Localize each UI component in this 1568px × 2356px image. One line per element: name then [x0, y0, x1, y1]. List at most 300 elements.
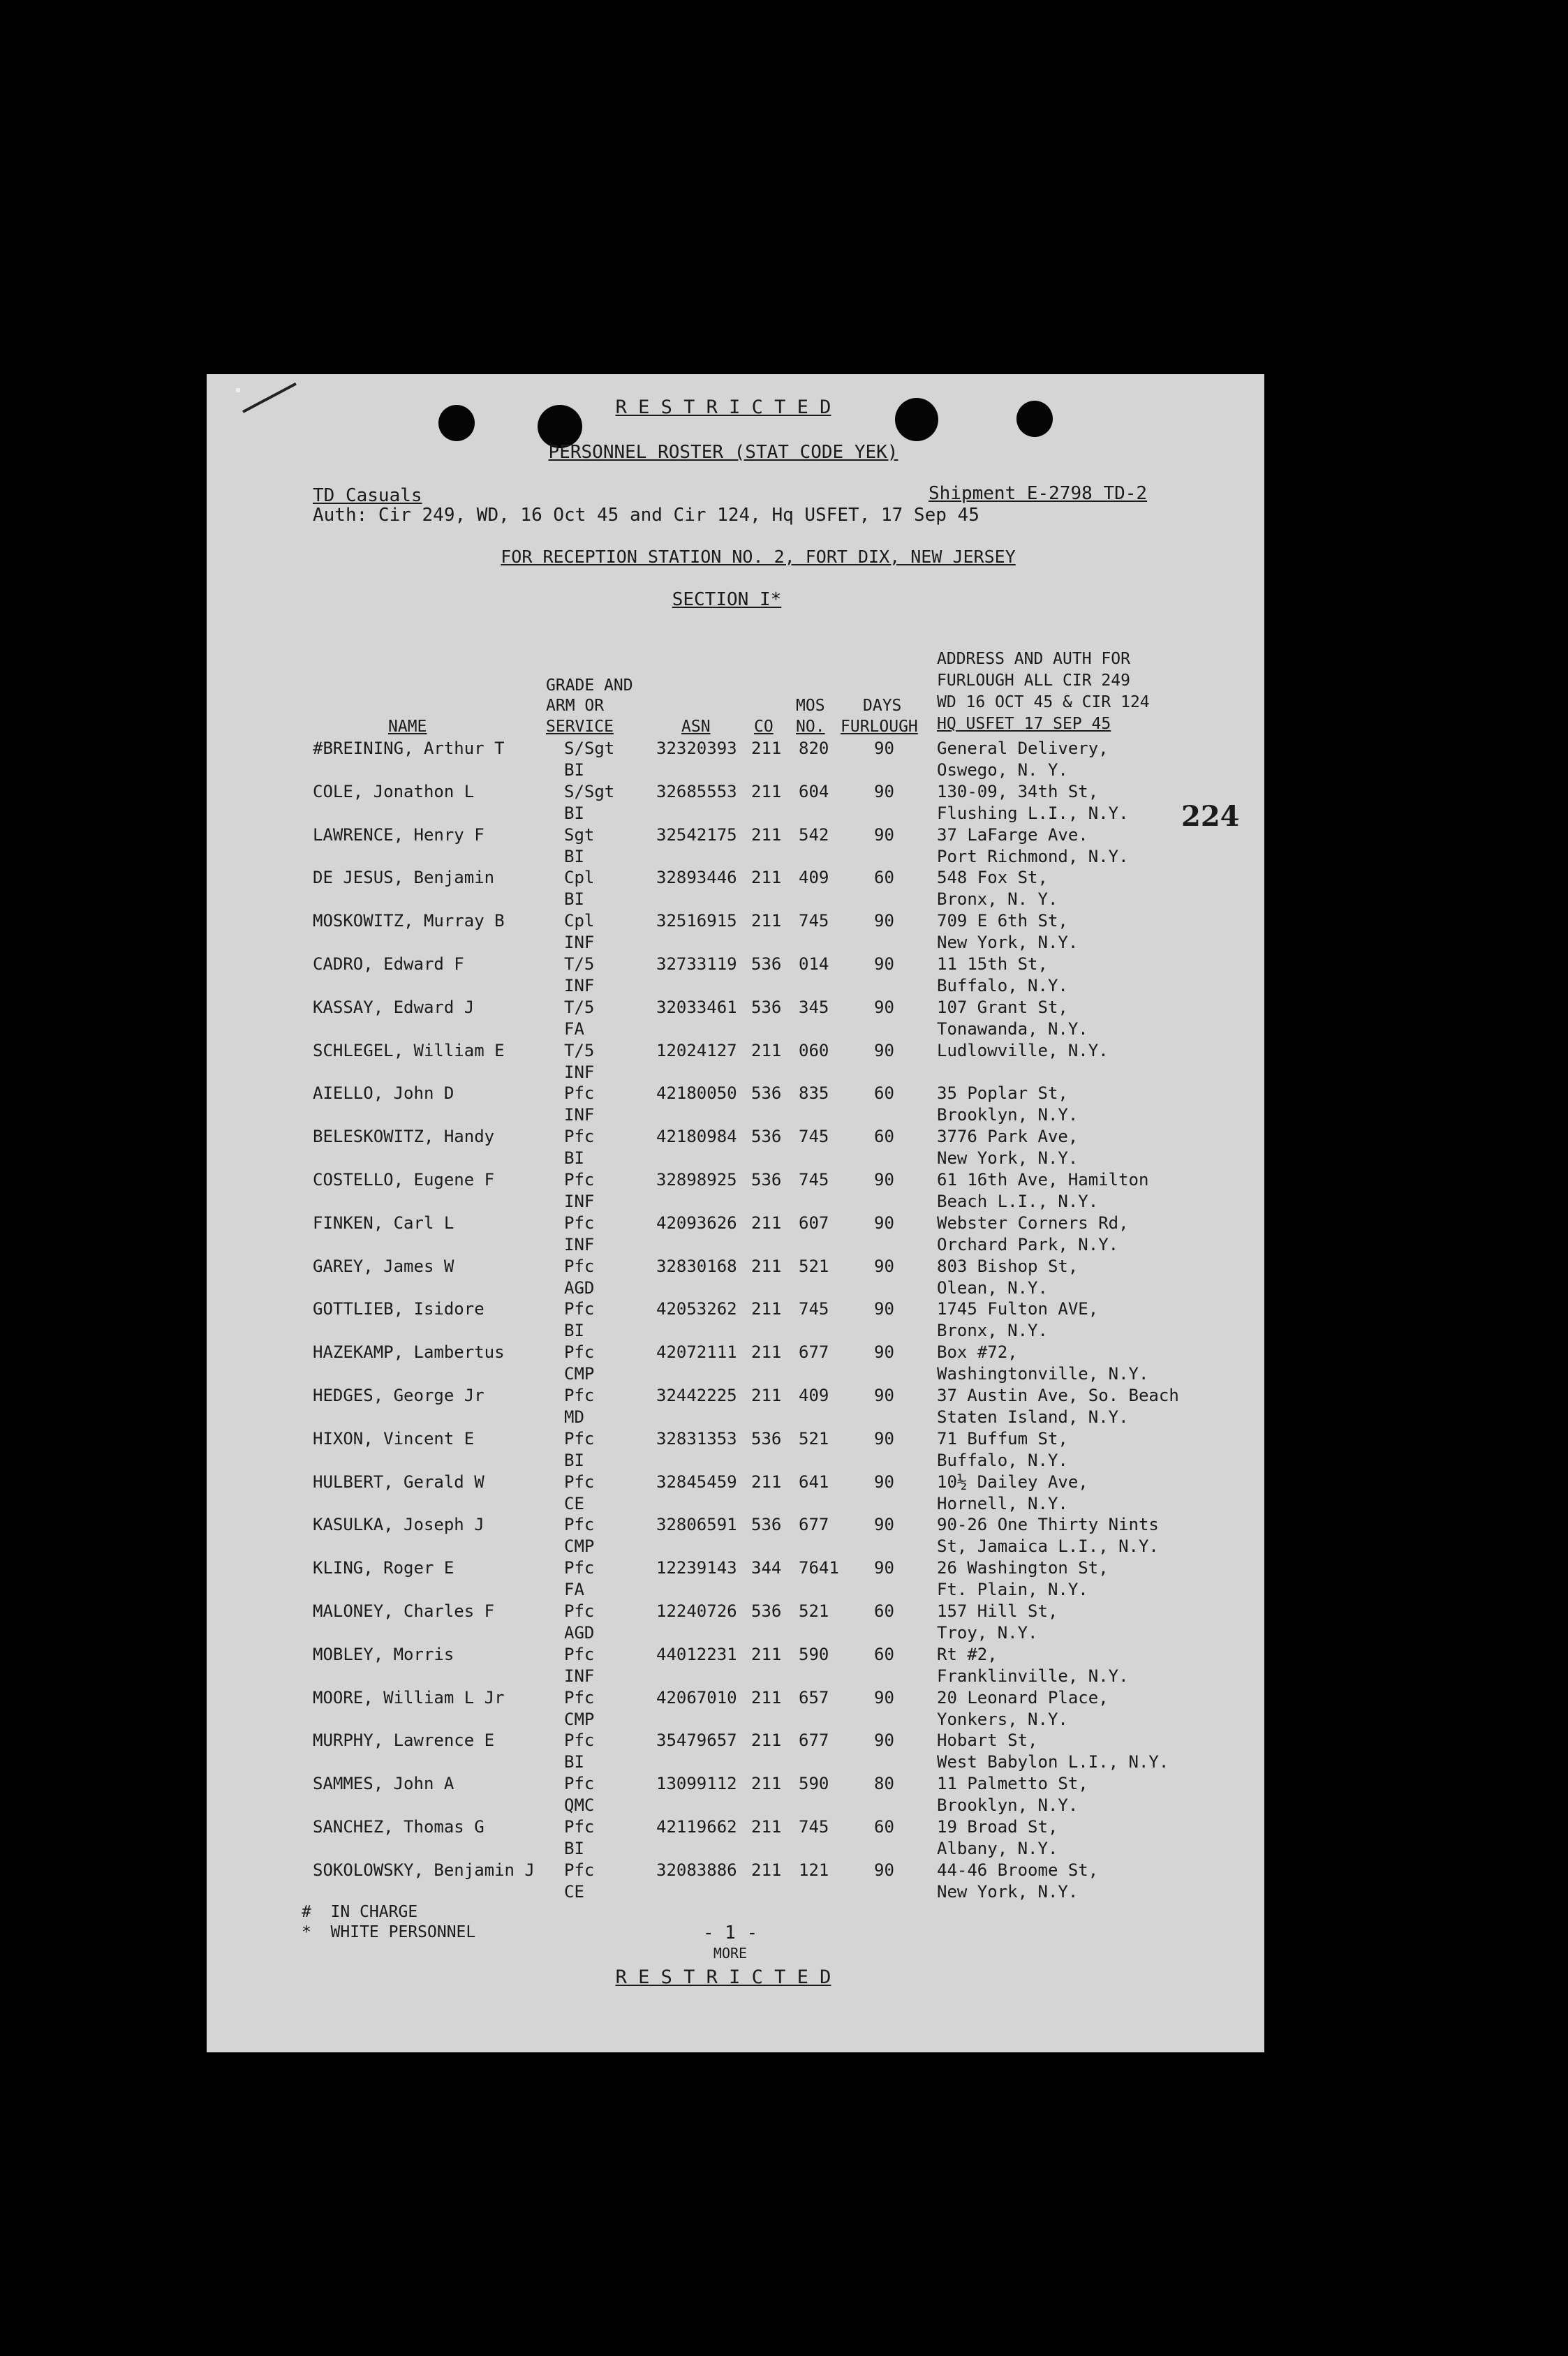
row-address-line2: Tonawanda, N.Y.	[937, 1018, 1088, 1039]
row-asn: 32845459	[656, 1472, 737, 1492]
row-asn: 13099112	[656, 1774, 737, 1794]
row-address-line2: Brooklyn, N.Y.	[937, 1795, 1079, 1816]
row-co: 211	[751, 1817, 782, 1837]
row-days: 90	[874, 954, 894, 974]
days-header-1: DAYS	[863, 697, 902, 715]
addr-header-2: FURLOUGH ALL CIR 249	[937, 672, 1130, 690]
table-row	[207, 1429, 1264, 1472]
row-days: 60	[874, 1644, 894, 1664]
row-name: LAWRENCE, Henry F	[313, 824, 485, 845]
row-address-line2: Olean, N.Y.	[937, 1277, 1048, 1298]
row-address-line2: West Babylon L.I., N.Y.	[937, 1752, 1169, 1772]
row-name: MALONEY, Charles F	[313, 1601, 495, 1621]
row-asn: 32685553	[656, 781, 737, 801]
row-days: 90	[874, 1386, 894, 1405]
row-address-line2: Brooklyn, N.Y.	[937, 1105, 1079, 1125]
row-co: 211	[751, 1040, 782, 1060]
row-asn: 32442225	[656, 1386, 737, 1405]
row-grade: Pfc	[564, 1817, 595, 1837]
table-row	[207, 1041, 1264, 1084]
row-address-line1: 548 Fox St,	[937, 868, 1048, 888]
row-address-line1: 26 Washington St,	[937, 1558, 1109, 1578]
row-name: DE JESUS, Benjamin	[313, 868, 495, 888]
row-arm: QMC	[564, 1795, 595, 1816]
row-address-line1: Box #72,	[937, 1342, 1018, 1363]
row-mos: 542	[799, 824, 829, 845]
row-mos: 677	[799, 1342, 829, 1363]
row-grade: Cpl	[564, 911, 595, 931]
row-co: 211	[751, 1687, 782, 1707]
row-grade: Pfc	[564, 1774, 595, 1794]
row-grade: Pfc	[564, 1644, 595, 1664]
row-grade: Pfc	[564, 1127, 595, 1147]
row-co: 536	[751, 1601, 782, 1621]
mos-header-1: MOS	[796, 697, 825, 715]
row-asn: 42119662	[656, 1817, 737, 1837]
row-arm: BI	[564, 846, 584, 866]
row-arm: CE	[564, 1881, 584, 1902]
row-asn: 42180984	[656, 1127, 737, 1147]
row-name: CADRO, Edward F	[313, 954, 464, 974]
row-days: 80	[874, 1774, 894, 1794]
row-grade: T/5	[564, 1040, 595, 1060]
table-row	[207, 1257, 1264, 1300]
row-name: HIXON, Vincent E	[313, 1428, 475, 1449]
row-address-line2: New York, N.Y.	[937, 1148, 1079, 1169]
row-address-line1: Ludlowville, N.Y.	[937, 1040, 1109, 1060]
row-name: SANCHEZ, Thomas G	[313, 1817, 485, 1837]
row-arm: BI	[564, 1148, 584, 1169]
row-co: 211	[751, 1644, 782, 1664]
row-name: MOSKOWITZ, Murray B	[313, 911, 505, 931]
row-name: FINKEN, Carl L	[313, 1213, 454, 1233]
row-address-line2: Troy, N.Y.	[937, 1623, 1038, 1643]
row-address-line1: 20 Leonard Place,	[937, 1687, 1109, 1707]
row-asn: 32893446	[656, 868, 737, 888]
row-address-line1: Hobart St,	[937, 1731, 1038, 1751]
row-grade: T/5	[564, 997, 595, 1017]
row-address-line2: Washingtonville, N.Y.	[937, 1364, 1149, 1384]
row-grade: Pfc	[564, 1731, 595, 1751]
table-row	[207, 1860, 1264, 1904]
row-name: KASULKA, Joseph J	[313, 1515, 485, 1535]
row-mos: 745	[799, 1170, 829, 1190]
row-address-line1: 37 Austin Ave, So. Beach	[937, 1386, 1179, 1405]
section-label: SECTION I*	[672, 589, 782, 610]
grade-header-1: GRADE AND	[546, 676, 633, 695]
row-mos: 677	[799, 1731, 829, 1751]
row-arm: INF	[564, 1192, 595, 1211]
row-name: GAREY, James W	[313, 1256, 454, 1276]
row-arm: BI	[564, 1839, 584, 1858]
row-mos: 7641	[799, 1558, 839, 1578]
co-header: CO	[754, 718, 774, 736]
table-row	[207, 1774, 1264, 1817]
authority-line: Auth: Cir 249, WD, 16 Oct 45 and Cir 124, Hq USFET, 17 Sep 45	[313, 505, 979, 526]
row-address-line2: Ft. Plain, N.Y.	[937, 1580, 1088, 1600]
table-row	[207, 1731, 1264, 1774]
row-arm: BI	[564, 889, 584, 910]
row-address-line2: Oswego, N. Y.	[937, 760, 1068, 780]
row-grade: S/Sgt	[564, 781, 615, 801]
row-days: 90	[874, 1428, 894, 1449]
more-label: MORE	[713, 1945, 748, 1962]
row-grade: Pfc	[564, 1428, 595, 1449]
row-mos: 745	[799, 1127, 829, 1147]
row-days: 60	[874, 1601, 894, 1621]
row-address-line2: Orchard Park, N.Y.	[937, 1234, 1119, 1254]
row-address-line1: 71 Buffum St,	[937, 1428, 1068, 1449]
row-arm: AGD	[564, 1277, 595, 1298]
table-row	[207, 1170, 1264, 1213]
row-address-line2: Port Richmond, N.Y.	[937, 846, 1129, 866]
row-grade: Pfc	[564, 1860, 595, 1880]
row-mos: 521	[799, 1601, 829, 1621]
row-arm: INF	[564, 1105, 595, 1125]
row-address-line1: 90-26 One Thirty Nints	[937, 1515, 1159, 1535]
row-arm: BI	[564, 760, 584, 780]
row-address-line1: 107 Grant St,	[937, 997, 1068, 1017]
row-co: 211	[751, 1774, 782, 1794]
row-days: 90	[874, 1558, 894, 1578]
row-days: 90	[874, 1040, 894, 1060]
row-co: 536	[751, 1083, 782, 1104]
row-asn: 12239143	[656, 1558, 737, 1578]
row-address-line2: Bronx, N. Y.	[937, 889, 1058, 910]
row-mos: 590	[799, 1774, 829, 1794]
row-arm: INF	[564, 1234, 595, 1254]
row-mos: 060	[799, 1040, 829, 1060]
row-arm: CE	[564, 1493, 584, 1513]
table-row	[207, 739, 1264, 782]
row-address-line1: 1745 Fulton AVE,	[937, 1299, 1099, 1319]
stamped-page-number: 224	[1181, 800, 1240, 833]
row-mos: 641	[799, 1472, 829, 1492]
row-co: 211	[751, 1342, 782, 1363]
row-grade: Sgt	[564, 824, 595, 845]
row-days: 90	[874, 1342, 894, 1363]
destination-line: FOR RECEPTION STATION NO. 2, FORT DIX, NEW JERSEY	[501, 547, 1016, 567]
table-row	[207, 1386, 1264, 1429]
page-number: - 1 -	[702, 1922, 758, 1943]
row-address-line2: Buffalo, N.Y.	[937, 976, 1068, 995]
row-arm: BI	[564, 803, 584, 823]
row-name: HAZEKAMP, Lambertus	[313, 1342, 505, 1363]
punch-hole	[1016, 401, 1053, 437]
row-mos: 604	[799, 781, 829, 801]
row-asn: 32516915	[656, 911, 737, 931]
punch-hole	[895, 398, 938, 441]
row-address-line1: 19 Broad St,	[937, 1817, 1058, 1837]
row-address-line2: Albany, N.Y.	[937, 1839, 1058, 1858]
row-asn: 42180050	[656, 1083, 737, 1104]
footnote-in-charge: # IN CHARGE	[302, 1903, 418, 1921]
row-co: 211	[751, 1386, 782, 1405]
row-co: 211	[751, 1472, 782, 1492]
table-row	[207, 1515, 1264, 1558]
row-arm: BI	[564, 1321, 584, 1341]
row-grade: Pfc	[564, 1083, 595, 1104]
row-days: 90	[874, 824, 894, 845]
row-name: AIELLO, John D	[313, 1083, 454, 1104]
row-address-line1: General Delivery,	[937, 739, 1109, 758]
row-co: 211	[751, 1256, 782, 1276]
row-days: 60	[874, 1083, 894, 1104]
row-grade: T/5	[564, 954, 595, 974]
row-grade: Pfc	[564, 1386, 595, 1405]
document-page	[207, 374, 1264, 2052]
row-grade: Pfc	[564, 1558, 595, 1578]
row-address-line1: 157 Hill St,	[937, 1601, 1058, 1621]
row-asn: 32033461	[656, 997, 737, 1017]
row-address-line2: St, Jamaica L.I., N.Y.	[937, 1536, 1159, 1557]
row-address-line1: 11 15th St,	[937, 954, 1048, 974]
row-address-line2: Hornell, N.Y.	[937, 1493, 1068, 1513]
row-mos: 835	[799, 1083, 829, 1104]
row-name: SOKOLOWSKY, Benjamin J	[313, 1860, 535, 1880]
row-name: HEDGES, George Jr	[313, 1386, 485, 1405]
row-address-line1: 11 Palmetto St,	[937, 1774, 1088, 1794]
addr-header-4: HQ USFET 17 SEP 45	[937, 715, 1111, 733]
row-co: 536	[751, 1428, 782, 1449]
row-days: 90	[874, 739, 894, 758]
table-row	[207, 1601, 1264, 1645]
row-arm: FA	[564, 1580, 584, 1600]
classification-bottom: R E S T R I C T E D	[615, 1966, 831, 1988]
row-address-line1: Webster Corners Rd,	[937, 1213, 1129, 1233]
row-arm: CMP	[564, 1709, 595, 1729]
row-name: MOBLEY, Morris	[313, 1644, 454, 1664]
row-co: 536	[751, 1170, 782, 1190]
row-days: 90	[874, 1299, 894, 1319]
row-days: 90	[874, 1213, 894, 1233]
row-address-line1: 10½ Dailey Ave,	[937, 1472, 1088, 1492]
row-name: COSTELLO, Eugene F	[313, 1170, 495, 1190]
row-arm: CMP	[564, 1364, 595, 1384]
row-address-line2: New York, N.Y.	[937, 933, 1079, 953]
row-co: 211	[751, 868, 782, 888]
row-co: 344	[751, 1558, 782, 1578]
row-days: 90	[874, 1256, 894, 1276]
table-row	[207, 911, 1264, 954]
table-row	[207, 1213, 1264, 1257]
table-row	[207, 1558, 1264, 1601]
row-address-line1: 44-46 Broome St,	[937, 1860, 1099, 1880]
table-row	[207, 1083, 1264, 1127]
table-row	[207, 1645, 1264, 1688]
row-asn: 42067010	[656, 1687, 737, 1707]
pen-stroke	[242, 383, 297, 413]
row-days: 90	[874, 1687, 894, 1707]
table-row	[207, 782, 1264, 825]
row-address-line1: 3776 Park Ave,	[937, 1127, 1079, 1147]
addr-header-3: WD 16 OCT 45 & CIR 124	[937, 693, 1150, 711]
row-address-line2: Buffalo, N.Y.	[937, 1450, 1068, 1470]
row-co: 536	[751, 954, 782, 974]
row-co: 211	[751, 1213, 782, 1233]
row-co: 211	[751, 824, 782, 845]
row-asn: 42072111	[656, 1342, 737, 1363]
footnote-white-personnel: * WHITE PERSONNEL	[302, 1923, 476, 1941]
row-grade: Pfc	[564, 1256, 595, 1276]
row-name: BELESKOWITZ, Handy	[313, 1127, 495, 1147]
row-address-line1: 130-09, 34th St,	[937, 781, 1099, 801]
grade-header-2: ARM OR	[546, 697, 605, 715]
row-grade: Pfc	[564, 1472, 595, 1492]
row-mos: 745	[799, 1817, 829, 1837]
row-grade: Pfc	[564, 1299, 595, 1319]
table-row	[207, 825, 1264, 868]
row-name: MURPHY, Lawrence E	[313, 1731, 495, 1751]
row-address-line2: Beach L.I., N.Y.	[937, 1192, 1099, 1211]
row-asn: 44012231	[656, 1644, 737, 1664]
row-mos: 409	[799, 868, 829, 888]
row-mos: 521	[799, 1256, 829, 1276]
row-mos: 820	[799, 739, 829, 758]
row-days: 90	[874, 1515, 894, 1535]
row-asn: 42093626	[656, 1213, 737, 1233]
row-asn: 12024127	[656, 1040, 737, 1060]
row-asn: 32831353	[656, 1428, 737, 1449]
row-co: 211	[751, 1299, 782, 1319]
row-asn: 42053262	[656, 1299, 737, 1319]
row-arm: INF	[564, 933, 595, 953]
row-name: GOTTLIEB, Isidore	[313, 1299, 485, 1319]
row-mos: 745	[799, 911, 829, 931]
row-arm: INF	[564, 1062, 595, 1082]
row-mos: 677	[799, 1515, 829, 1535]
row-address-line1: 803 Bishop St,	[937, 1256, 1079, 1276]
asn-header: ASN	[681, 718, 711, 736]
row-address-line2: Franklinville, N.Y.	[937, 1666, 1129, 1686]
row-grade: Cpl	[564, 868, 595, 888]
shipment-label: Shipment E-2798 TD-2	[929, 483, 1148, 504]
table-row	[207, 954, 1264, 998]
row-arm: AGD	[564, 1623, 595, 1643]
row-address-line1: 35 Poplar St,	[937, 1083, 1068, 1104]
row-name: HULBERT, Gerald W	[313, 1472, 485, 1492]
row-arm: CMP	[564, 1536, 595, 1557]
row-days: 90	[874, 997, 894, 1017]
row-asn: 12240726	[656, 1601, 737, 1621]
row-arm: INF	[564, 976, 595, 995]
row-grade: Pfc	[564, 1170, 595, 1190]
row-name: KASSAY, Edward J	[313, 997, 475, 1017]
row-name: SCHLEGEL, William E	[313, 1040, 505, 1060]
document-title: PERSONNEL ROSTER (STAT CODE YEK)	[548, 442, 898, 463]
row-address-line2: Flushing L.I., N.Y.	[937, 803, 1129, 823]
table-row	[207, 1342, 1264, 1386]
row-grade: Pfc	[564, 1687, 595, 1707]
row-address-line2: Staten Island, N.Y.	[937, 1407, 1129, 1427]
table-row	[207, 1817, 1264, 1860]
row-co: 211	[751, 781, 782, 801]
classification-top: R E S T R I C T E D	[615, 397, 831, 418]
row-co: 536	[751, 997, 782, 1017]
row-mos: 121	[799, 1860, 829, 1880]
name-header: NAME	[388, 718, 427, 736]
row-co: 211	[751, 739, 782, 758]
row-days: 90	[874, 1170, 894, 1190]
row-asn: 35479657	[656, 1731, 737, 1751]
row-address-line2: Bronx, N.Y.	[937, 1321, 1048, 1341]
row-asn: 32806591	[656, 1515, 737, 1535]
days-header-2: FURLOUGH	[841, 718, 918, 736]
row-mos: 590	[799, 1644, 829, 1664]
row-asn: 32898925	[656, 1170, 737, 1190]
row-mos: 607	[799, 1213, 829, 1233]
row-address-line2: New York, N.Y.	[937, 1881, 1079, 1902]
row-mos: 657	[799, 1687, 829, 1707]
unit-label: TD Casuals	[313, 485, 422, 506]
row-address-line1: 61 16th Ave, Hamilton	[937, 1170, 1149, 1190]
row-arm: BI	[564, 1752, 584, 1772]
row-grade: Pfc	[564, 1342, 595, 1363]
row-co: 211	[751, 1860, 782, 1880]
punch-hole	[438, 405, 475, 441]
row-days: 90	[874, 781, 894, 801]
row-name: #BREINING, Arthur T	[313, 739, 505, 758]
row-name: KLING, Roger E	[313, 1558, 454, 1578]
row-co: 536	[751, 1515, 782, 1535]
row-address-line2: Yonkers, N.Y.	[937, 1709, 1068, 1729]
row-days: 90	[874, 911, 894, 931]
grade-header-3: SERVICE	[546, 718, 614, 736]
row-grade: Pfc	[564, 1515, 595, 1535]
row-address-line1: 709 E 6th St,	[937, 911, 1068, 931]
row-mos: 745	[799, 1299, 829, 1319]
row-days: 90	[874, 1472, 894, 1492]
row-mos: 521	[799, 1428, 829, 1449]
row-co: 211	[751, 911, 782, 931]
row-days: 60	[874, 1817, 894, 1837]
row-name: COLE, Jonathon L	[313, 781, 475, 801]
row-mos: 409	[799, 1386, 829, 1405]
row-asn: 32542175	[656, 824, 737, 845]
table-row	[207, 998, 1264, 1041]
row-grade: Pfc	[564, 1213, 595, 1233]
row-mos: 014	[799, 954, 829, 974]
table-row	[207, 1127, 1264, 1170]
row-asn: 32830168	[656, 1256, 737, 1276]
row-name: MOORE, William L Jr	[313, 1687, 505, 1707]
row-arm: FA	[564, 1018, 584, 1039]
row-grade: Pfc	[564, 1601, 595, 1621]
row-co: 536	[751, 1127, 782, 1147]
row-asn: 32733119	[656, 954, 737, 974]
row-asn: 32083886	[656, 1860, 737, 1880]
row-co: 211	[751, 1731, 782, 1751]
table-row	[207, 1472, 1264, 1516]
row-arm: BI	[564, 1450, 584, 1470]
row-days: 60	[874, 868, 894, 888]
mos-header-2: NO.	[796, 718, 825, 736]
row-mos: 345	[799, 997, 829, 1017]
addr-header-1: ADDRESS AND AUTH FOR	[937, 650, 1130, 668]
row-days: 90	[874, 1731, 894, 1751]
row-address-line1: Rt #2,	[937, 1644, 998, 1664]
row-name: SAMMES, John A	[313, 1774, 454, 1794]
row-asn: 32320393	[656, 739, 737, 758]
row-days: 90	[874, 1860, 894, 1880]
table-row	[207, 868, 1264, 911]
row-grade: S/Sgt	[564, 739, 615, 758]
row-days: 60	[874, 1127, 894, 1147]
row-arm: MD	[564, 1407, 584, 1427]
row-arm: INF	[564, 1666, 595, 1686]
table-row	[207, 1688, 1264, 1731]
table-row	[207, 1299, 1264, 1342]
